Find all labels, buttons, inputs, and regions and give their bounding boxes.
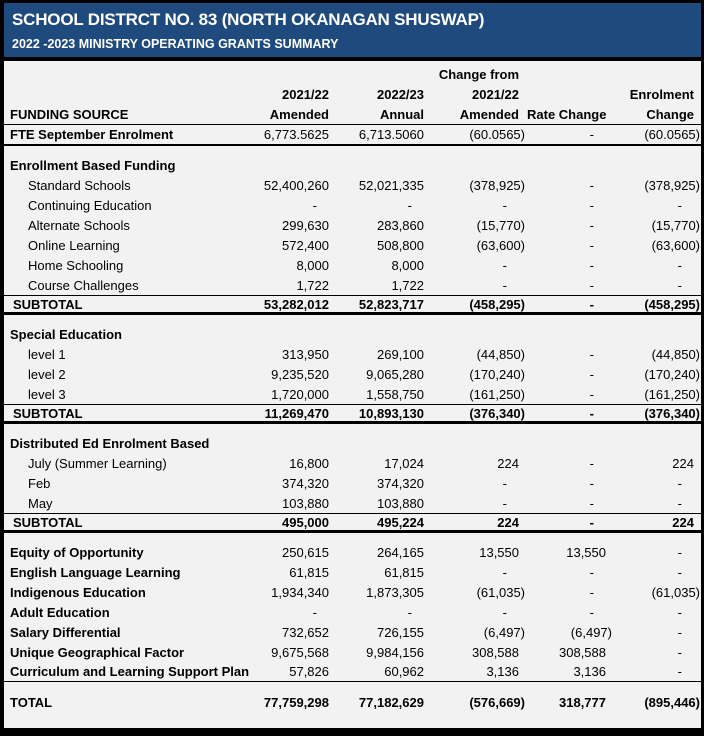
table-row: [4, 453, 701, 473]
cell-value: -: [589, 405, 594, 421]
cell-value: -: [502, 197, 507, 213]
cell-value: 3,136: [573, 664, 606, 679]
cell-value: -: [312, 197, 317, 213]
cell-value: 313,950: [282, 346, 329, 362]
row-label: TOTAL: [10, 695, 53, 710]
table-row: [4, 175, 701, 195]
cell-value: (170,240): [644, 366, 700, 382]
cell-value: 11,269,470: [264, 405, 329, 421]
cell-value: 572,400: [282, 237, 329, 253]
cell-value: 3,136: [486, 664, 519, 679]
cell-value: -: [677, 624, 682, 640]
table-row: [4, 433, 701, 453]
table-row: [4, 473, 701, 493]
row-label: SUBTOTAL: [13, 405, 83, 421]
cell-value: (44,850): [651, 346, 700, 362]
cell-value: 224: [672, 514, 694, 530]
row-label: Course Challenges: [28, 277, 139, 293]
cell-value: (378,925): [469, 177, 525, 193]
cell-value: -: [677, 495, 682, 511]
cell-value: 17,024: [384, 455, 424, 471]
cell-value: 283,860: [377, 217, 424, 233]
cell-value: 10,893,130: [358, 405, 424, 421]
cell-value: -: [677, 604, 682, 620]
cell-value: -: [677, 475, 682, 491]
cell-value: (6,497): [570, 624, 612, 640]
row-label: Distributed Ed Enrolment Based: [10, 435, 210, 451]
cell-value: -: [589, 495, 594, 511]
cell-value: 13,550: [479, 544, 519, 560]
section-gap: [4, 315, 701, 324]
cell-value: 52,021,335: [358, 177, 424, 193]
cell-value: -: [589, 197, 594, 213]
cell-value: -: [589, 564, 594, 580]
header-col-annual-year: 2022/23: [377, 86, 424, 102]
cell-value: 77,759,298: [263, 695, 329, 710]
table-row: [4, 344, 701, 364]
cell-value: -: [589, 386, 594, 402]
cell-value: 60,962: [384, 664, 424, 679]
cell-value: (376,340): [644, 405, 700, 421]
cell-value: -: [677, 197, 682, 213]
table-row: [4, 384, 701, 404]
table-row: [4, 404, 701, 424]
cell-value: 318,777: [559, 695, 606, 710]
cell-value: (61,035): [476, 584, 525, 600]
row-label: Alternate Schools: [28, 217, 130, 233]
cell-value: (44,850): [476, 346, 525, 362]
cell-value: (15,770): [651, 217, 700, 233]
cell-value: -: [589, 514, 594, 530]
cell-value: -: [677, 564, 682, 580]
cell-value: 308,588: [472, 644, 519, 660]
cell-value: (170,240): [469, 366, 525, 382]
section-gap: [4, 533, 701, 542]
table-row: [4, 324, 701, 344]
cell-value: (161,250): [644, 386, 700, 402]
table-row: [4, 364, 701, 384]
cell-value: 495,224: [377, 514, 424, 530]
cell-value: 6,713.5060: [358, 127, 424, 142]
cell-value: 77,182,629: [358, 695, 424, 710]
cell-value: (458,295): [469, 296, 525, 312]
cell-value: 1,934,340: [271, 584, 329, 600]
cell-value: 1,722: [296, 277, 329, 293]
cell-value: -: [677, 544, 682, 560]
row-label: FTE September Enrolment: [10, 127, 174, 142]
cell-value: 1,558,750: [366, 386, 424, 402]
cell-value: (63,600): [476, 237, 525, 253]
cell-value: 61,815: [384, 564, 424, 580]
cell-value: -: [589, 177, 594, 193]
cell-value: -: [589, 217, 594, 233]
cell-value: -: [502, 604, 507, 620]
row-label: July (Summer Learning): [28, 455, 167, 471]
table-row: [4, 662, 701, 682]
cell-value: 1,873,305: [366, 584, 424, 600]
funding-source-header: FUNDING SOURCE: [10, 106, 129, 122]
section-gap: [4, 146, 701, 155]
table-row: [4, 215, 701, 235]
header-row-change-from: [4, 64, 701, 84]
table-row: [4, 562, 701, 582]
cell-value: 9,065,280: [366, 366, 424, 382]
header-col-annual: Annual: [379, 106, 424, 122]
row-label: Equity of Opportunity: [10, 544, 144, 560]
cell-value: -: [589, 455, 594, 471]
row-label: level 2: [28, 366, 66, 382]
cell-value: (61,035): [651, 584, 700, 600]
cell-value: 61,815: [289, 564, 329, 580]
cell-value: 224: [497, 514, 519, 530]
cell-value: (6,497): [483, 624, 525, 640]
cell-value: 52,823,717: [358, 296, 424, 312]
cell-value: -: [589, 127, 594, 142]
cell-value: (60.0565): [469, 127, 525, 142]
cell-value: 495,000: [282, 514, 329, 530]
cell-value: (60.0565): [644, 127, 700, 142]
cell-value: 250,615: [282, 544, 329, 560]
cell-value: -: [589, 584, 594, 600]
cell-value: (895,446): [644, 695, 700, 710]
header-col-amended-year: 2021/22: [282, 86, 329, 102]
table-row: [4, 235, 701, 255]
cell-value: (458,295): [644, 296, 700, 312]
cell-value: (378,925): [644, 177, 700, 193]
cell-value: -: [502, 495, 507, 511]
cell-value: 57,826: [289, 664, 329, 679]
cell-value: -: [589, 366, 594, 382]
section-gap: [4, 682, 701, 692]
row-label: Salary Differential: [10, 624, 121, 640]
cell-value: -: [589, 296, 594, 312]
cell-value: -: [502, 475, 507, 491]
cell-value: -: [502, 277, 507, 293]
cell-value: -: [589, 604, 594, 620]
header-col-change-year: 2021/22: [472, 86, 519, 102]
cell-value: 374,320: [377, 475, 424, 491]
cell-value: 308,588: [559, 644, 606, 660]
cell-value: (15,770): [476, 217, 525, 233]
cell-value: 103,880: [282, 495, 329, 511]
header-col-enrolment: Enrolment: [629, 86, 694, 102]
column-headers: [4, 61, 701, 125]
header-col-amended: Amended: [269, 106, 329, 122]
cell-value: (161,250): [469, 386, 525, 402]
cell-value: 13,550: [566, 544, 606, 560]
table-row: [4, 195, 701, 215]
row-label: Feb: [28, 475, 51, 491]
header-col-change-amended: Amended: [459, 106, 519, 122]
table-row: [4, 493, 701, 513]
cell-value: 53,282,012: [263, 296, 329, 312]
header-change-from: Change from: [438, 66, 519, 82]
cell-value: (63,600): [651, 237, 700, 253]
row-label: level 3: [28, 386, 66, 402]
cell-value: -: [677, 257, 682, 273]
cell-value: 264,165: [377, 544, 424, 560]
grants-table: [4, 61, 701, 728]
cell-value: -: [589, 257, 594, 273]
cell-value: -: [407, 197, 412, 213]
row-label: Online Learning: [28, 237, 120, 253]
cell-value: 1,722: [391, 277, 424, 293]
cell-value: 299,630: [282, 217, 329, 233]
cell-value: 103,880: [377, 495, 424, 511]
header-col-change: Change: [646, 106, 694, 122]
table-row: [4, 642, 701, 662]
row-label: Standard Schools: [28, 177, 131, 193]
cell-value: 269,100: [377, 346, 424, 362]
cell-value: -: [677, 644, 682, 660]
section-gap: [4, 424, 701, 433]
table-row: [4, 125, 701, 146]
row-label: Continuing Education: [28, 197, 152, 213]
row-label: English Language Learning: [10, 564, 181, 580]
table-row: [4, 155, 701, 175]
title-bar: [4, 3, 701, 57]
cell-value: -: [589, 237, 594, 253]
cell-value: 9,984,156: [366, 644, 424, 660]
cell-value: 52,400,260: [263, 177, 329, 193]
cell-value: -: [677, 277, 682, 293]
cell-value: -: [312, 604, 317, 620]
cell-value: 16,800: [289, 455, 329, 471]
row-label: Indigenous Education: [10, 584, 146, 600]
cell-value: 508,800: [377, 237, 424, 253]
cell-value: 8,000: [391, 257, 424, 273]
cell-value: 726,155: [377, 624, 424, 640]
page-subtitle: 2022 -2023 MINISTRY OPERATING GRANTS SUMMARY: [12, 37, 339, 51]
cell-value: 9,675,568: [271, 644, 329, 660]
table-row: [4, 692, 701, 713]
cell-value: 1,720,000: [271, 386, 329, 402]
cell-value: (576,669): [469, 695, 525, 710]
table-row: [4, 275, 701, 295]
row-label: Home Schooling: [28, 257, 124, 273]
row-label: Special Education: [10, 326, 122, 342]
page-title: SCHOOL DISTRCT NO. 83 (NORTH OKANAGAN SHUSWAP): [12, 10, 485, 29]
cell-value: -: [589, 475, 594, 491]
row-label: Curriculum and Learning Support Plan: [10, 664, 250, 679]
header-row-labels: [4, 104, 701, 124]
row-label: Adult Education: [10, 604, 110, 620]
cell-value: (376,340): [469, 405, 525, 421]
cell-value: -: [502, 257, 507, 273]
cell-value: 224: [497, 455, 519, 471]
table-row: [4, 255, 701, 275]
cell-value: 9,235,520: [271, 366, 329, 382]
table-row: [4, 513, 701, 533]
cell-value: -: [407, 604, 412, 620]
table-row: [4, 602, 701, 622]
cell-value: -: [589, 277, 594, 293]
cell-value: 224: [672, 455, 694, 471]
row-label: Enrollment Based Funding: [10, 157, 176, 173]
row-label: SUBTOTAL: [13, 296, 83, 312]
cell-value: 6,773.5625: [263, 127, 329, 142]
row-label: Unique Geographical Factor: [10, 644, 185, 660]
table-row: [4, 295, 701, 315]
cell-value: -: [589, 346, 594, 362]
cell-value: -: [502, 564, 507, 580]
header-col-rate-change: Rate Change: [527, 106, 607, 122]
cell-value: 374,320: [282, 475, 329, 491]
row-label: level 1: [28, 346, 66, 362]
table-row: [4, 582, 701, 602]
row-label: SUBTOTAL: [13, 514, 83, 530]
table-row: [4, 622, 701, 642]
table-row: [4, 542, 701, 562]
cell-value: -: [677, 664, 682, 679]
header-row-years: [4, 84, 701, 104]
cell-value: 8,000: [296, 257, 329, 273]
row-label: May: [28, 495, 53, 511]
cell-value: 732,652: [282, 624, 329, 640]
